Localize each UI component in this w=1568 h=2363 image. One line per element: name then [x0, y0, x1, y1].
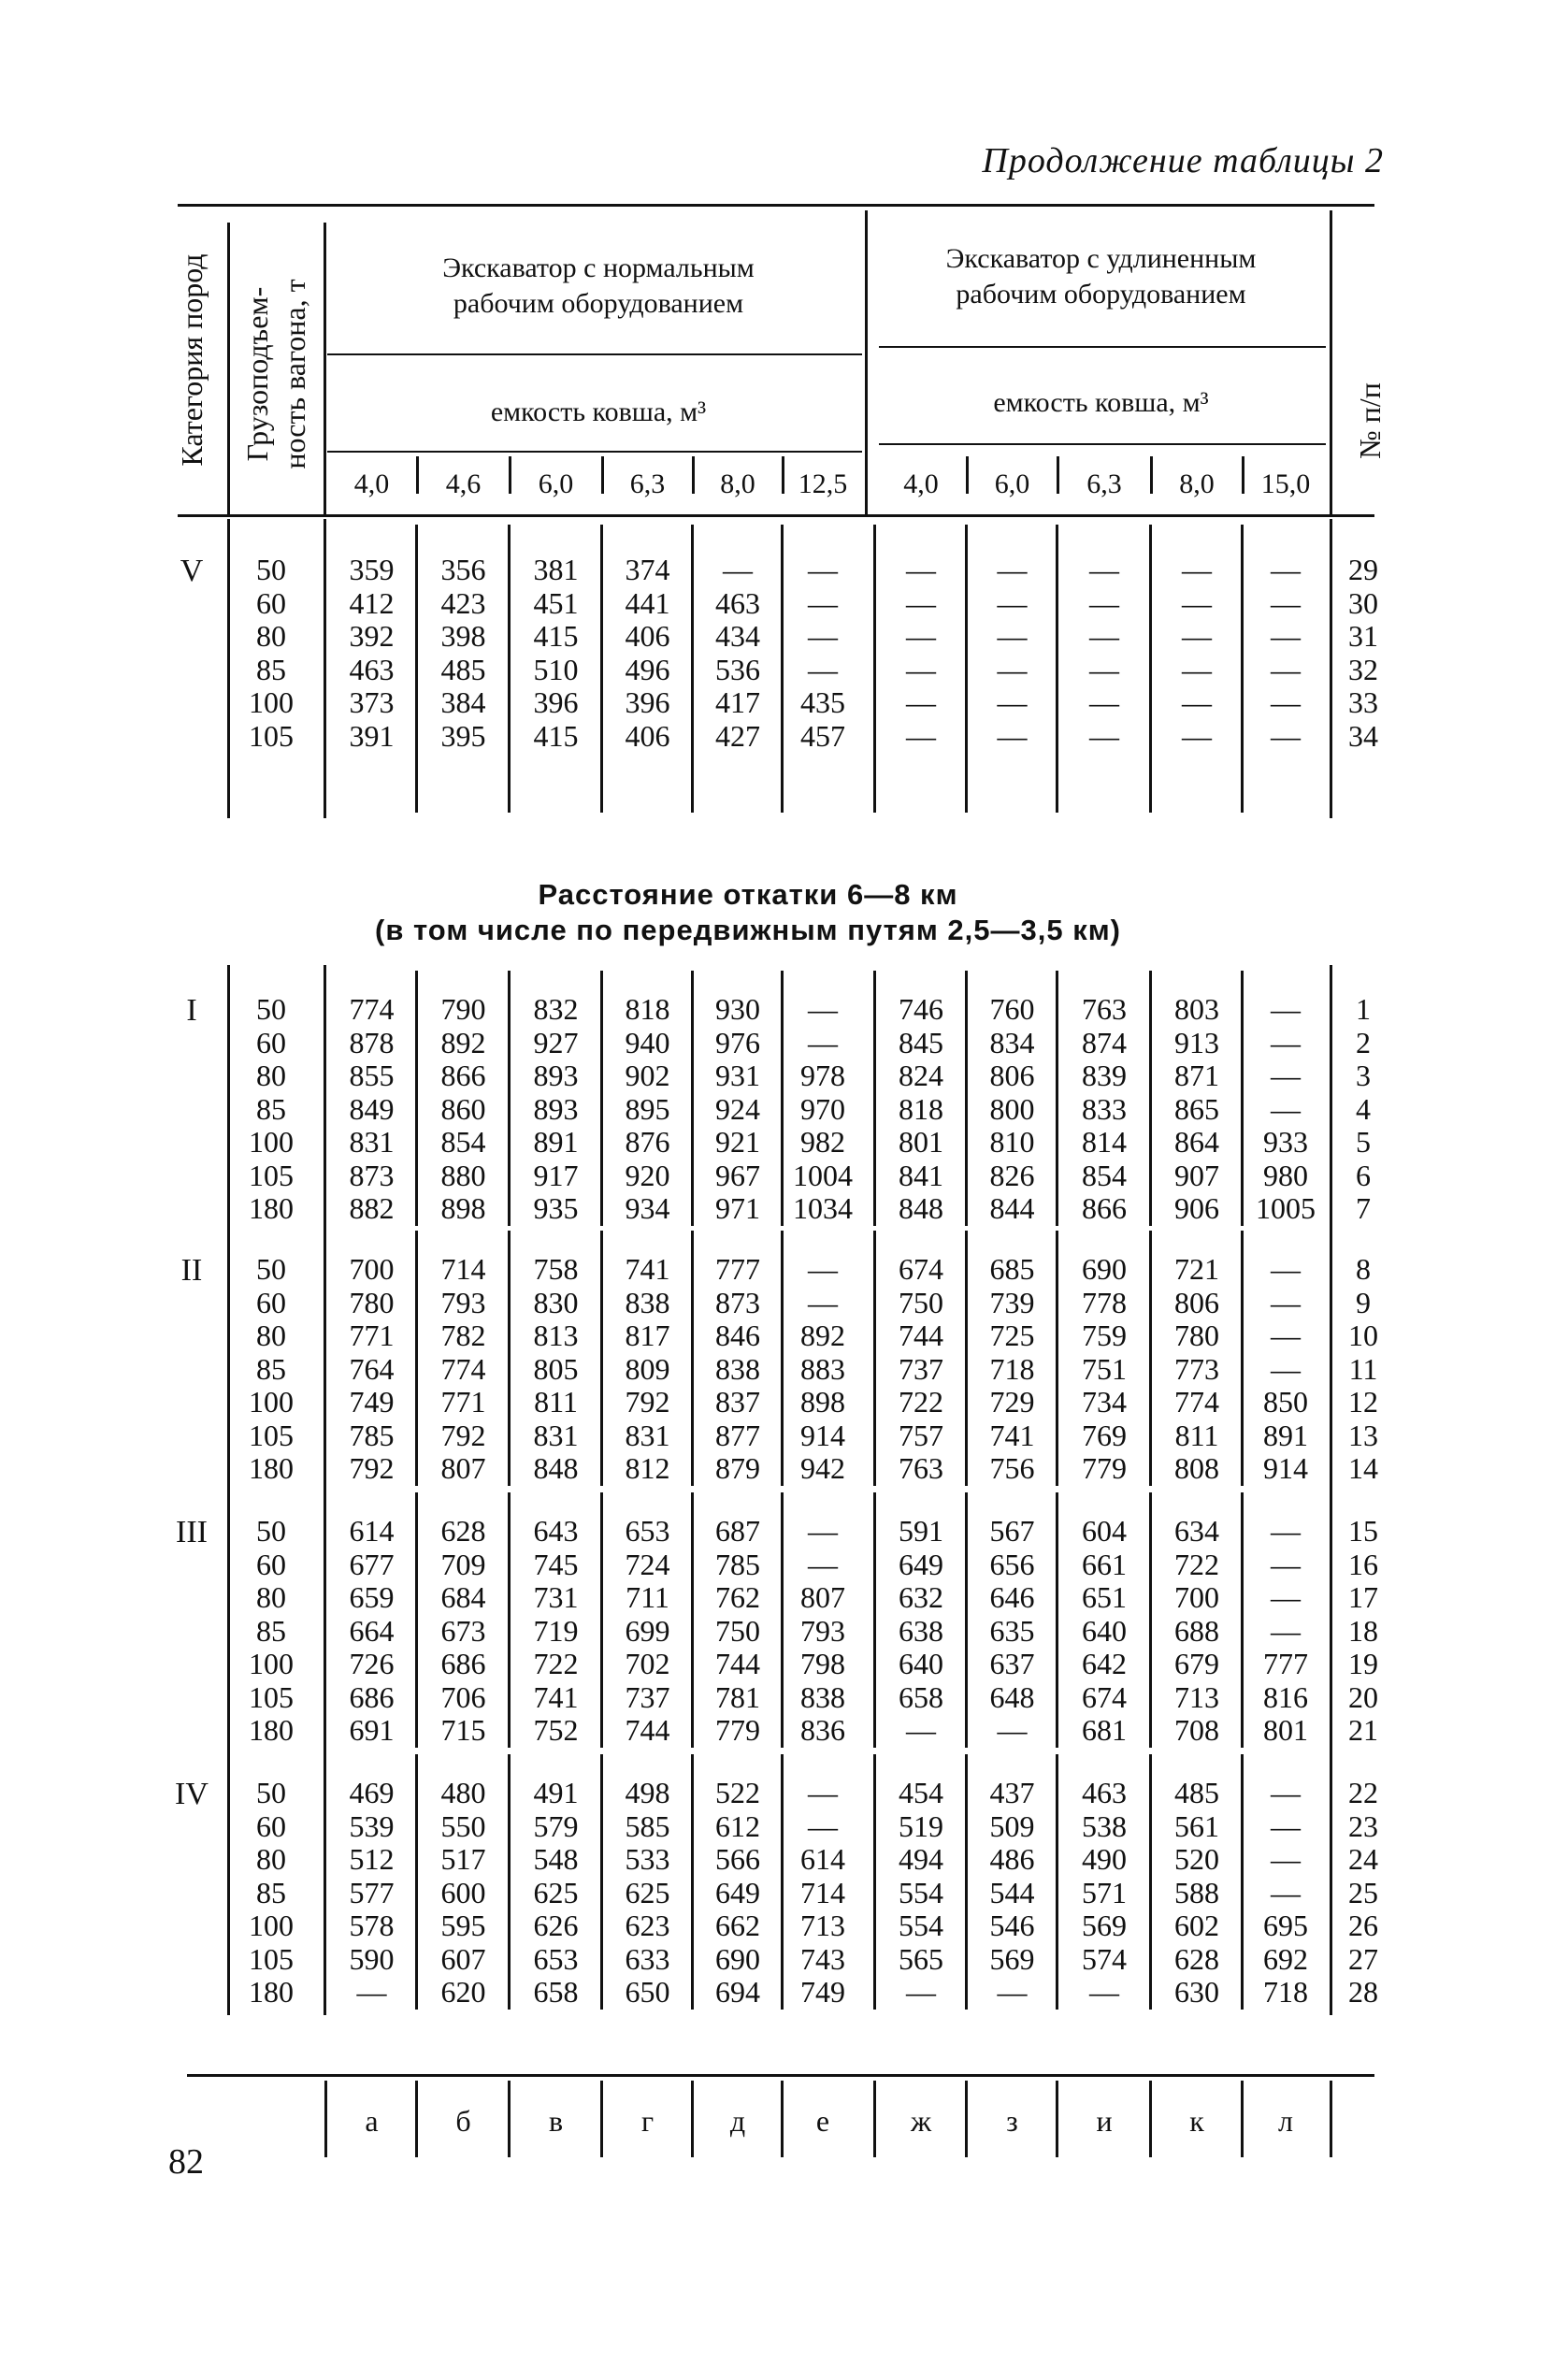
group-divider [415, 971, 418, 1226]
letter-divider [324, 2081, 327, 2157]
group-divider [324, 1749, 326, 2015]
data-column-4: 653 724 711 699 702 737 744 [625, 1514, 670, 1747]
column-letter-4: г [640, 2104, 655, 2138]
group-divider [873, 1231, 876, 1486]
data-column-4: 741 838 817 809 792 831 812 [625, 1252, 670, 1485]
table-caption: Продолжение таблицы 2 [982, 141, 1384, 180]
data-column-7: 674 750 744 737 722 757 763 [899, 1252, 943, 1485]
capacity-column: 50 60 80 85 100 105 180 [249, 1514, 294, 1747]
header-divider-4 [1330, 210, 1332, 514]
size-rule-extended [879, 443, 1326, 445]
row-number-column: 29 30 31 32 33 34 [1348, 553, 1378, 753]
group-divider [1149, 1492, 1152, 1748]
size-divider [966, 456, 969, 494]
column-letter-3: в [548, 2104, 564, 2138]
extended-equipment-header: Экскаватор с удлиненным рабочим оборудованием [945, 243, 1257, 310]
data-column-6: — — — — 435 457 [800, 553, 845, 753]
group-divider [965, 1231, 968, 1486]
data-column-7: 591 649 632 638 640 658 — [899, 1514, 943, 1747]
letter-divider [691, 2081, 694, 2157]
data-column-3: 643 745 731 719 722 741 752 [533, 1514, 579, 1747]
header-bottom-rule [178, 514, 1374, 517]
group-divider [227, 1225, 230, 1491]
group-divider [600, 971, 603, 1226]
column-letter-11: л [1278, 2104, 1293, 2138]
page-number: 82 [168, 2142, 204, 2182]
data-column-5: 930 976 931 924 921 967 971 [715, 992, 760, 1225]
data-column-6: — — 978 970 982 1004 1034 [793, 992, 853, 1225]
size-divider [692, 456, 695, 494]
bucket-capacity-label-extended: емкость ковша, м³ [993, 387, 1209, 418]
group-divider [415, 1231, 418, 1486]
table-top-rule [178, 204, 1374, 207]
group-divider [1330, 1225, 1332, 1491]
data-column-3: 491 579 548 625 626 653 658 [533, 1776, 579, 2009]
data-column-8: 685 739 725 718 729 741 756 [989, 1252, 1035, 1485]
data-column-7: — — — — — — [906, 553, 936, 753]
data-column-5: — 463 434 536 417 427 [715, 553, 760, 753]
letter-divider [600, 2081, 603, 2157]
data-column-10: 721 806 780 773 774 811 808 [1174, 1252, 1219, 1485]
group-divider [227, 519, 230, 818]
column-letter-5: д [729, 2104, 746, 2138]
group-divider [1056, 971, 1058, 1226]
data-column-2: 356 423 398 485 384 395 [440, 553, 486, 753]
group-divider [1241, 525, 1244, 813]
capacity-column: 50 60 80 85 100 105 [249, 553, 294, 753]
size-divider [416, 456, 419, 494]
column-letter-10: к [1189, 2104, 1204, 2138]
bucket-size-11: 15,0 [1260, 468, 1311, 499]
capacity-header: Грузоподъем- ность вагона, т [240, 279, 311, 469]
letter-divider [1241, 2081, 1244, 2157]
bucket-capacity-label-normal: емкость ковша, м³ [490, 396, 707, 427]
bucket-size-3: 6,0 [538, 468, 574, 499]
data-column-10: 634 722 700 688 679 713 708 [1174, 1514, 1219, 1747]
data-column-3: 381 451 415 510 396 415 [533, 553, 579, 753]
data-column-7: 454 519 494 554 554 565 — [899, 1776, 943, 2009]
group-divider [324, 1487, 326, 1753]
column-letter-1: а [365, 2104, 379, 2138]
column-letter-6: е [815, 2104, 830, 2138]
data-column-11: — — — — — — [1271, 553, 1301, 753]
group-divider [691, 971, 694, 1226]
group-divider [1149, 1231, 1152, 1486]
data-column-11: — — — — 933 980 1005 [1256, 992, 1316, 1225]
data-column-4: 374 441 406 496 396 406 [625, 553, 670, 753]
group-divider [600, 1231, 603, 1486]
category-label: V [180, 554, 204, 588]
group-divider [415, 1492, 418, 1748]
data-column-5: 777 873 846 838 837 877 879 [715, 1252, 760, 1485]
data-column-9: 763 874 839 833 814 854 866 [1082, 992, 1127, 1225]
bucket-size-7: 4,0 [903, 468, 939, 499]
group-divider [1149, 525, 1152, 813]
table-bottom-rule [187, 2074, 1374, 2077]
group-divider [1330, 1487, 1332, 1753]
bucket-size-5: 8,0 [720, 468, 755, 499]
data-column-1: 469 539 512 577 578 590 — [349, 1776, 395, 2009]
bucket-size-8: 6,0 [994, 468, 1030, 499]
group-divider [1241, 1492, 1244, 1748]
group-divider [508, 525, 511, 813]
bucket-size-6: 12,5 [798, 468, 848, 499]
column-letter-9: и [1096, 2104, 1113, 2138]
data-column-8: — — — — — — [997, 553, 1028, 753]
data-column-11: — — — — 777 816 801 [1263, 1514, 1308, 1747]
normal-equipment-header: Экскаватор с нормальным рабочим оборудованием [442, 252, 755, 319]
data-column-3: 758 830 813 805 811 831 848 [533, 1252, 579, 1485]
group-divider [965, 525, 968, 813]
section-title: Расстояние откатки 6—8 км (в том числе по передвижным путям 2,5—3,5 км) [375, 878, 1121, 946]
bucket-size-9: 6,3 [1086, 468, 1122, 499]
data-column-7: 746 845 824 818 801 841 848 [899, 992, 943, 1225]
group-divider [600, 1754, 603, 2010]
data-column-6: — — 614 714 713 743 749 [800, 1776, 845, 2009]
letter-divider [415, 2081, 418, 2157]
group-divider [1149, 971, 1152, 1226]
size-divider [782, 456, 784, 494]
category-label: III [176, 1515, 208, 1549]
group-divider [1149, 1754, 1152, 2010]
group-divider [1241, 971, 1244, 1226]
data-column-9: — — — — — — [1089, 553, 1119, 753]
group-divider [508, 971, 511, 1226]
group-divider [1330, 965, 1332, 1232]
row-number-column: 8 9 10 11 12 13 14 [1348, 1252, 1378, 1485]
group-divider [781, 1492, 784, 1748]
letter-divider [1056, 2081, 1058, 2157]
group-divider [781, 1231, 784, 1486]
group-divider [600, 1492, 603, 1748]
data-column-2: 714 793 782 774 771 792 807 [440, 1252, 486, 1485]
letter-divider [873, 2081, 876, 2157]
category-label: I [186, 993, 197, 1028]
group-divider [1056, 1231, 1058, 1486]
group-divider [1330, 519, 1332, 818]
data-column-10: 803 913 871 865 864 907 906 [1174, 992, 1219, 1225]
data-column-3: 832 927 893 893 891 917 935 [533, 992, 579, 1225]
data-column-8: 760 834 806 800 810 826 844 [989, 992, 1035, 1225]
data-column-4: 818 940 902 895 876 920 934 [625, 992, 670, 1225]
group-divider [227, 1487, 230, 1753]
group-divider [1241, 1754, 1244, 2010]
group-divider [781, 971, 784, 1226]
size-divider [1150, 456, 1153, 494]
data-column-11: — — — — 695 692 718 [1263, 1776, 1308, 2009]
data-column-11: — — — — 850 891 914 [1263, 1252, 1308, 1485]
column-letter-2: б [455, 2104, 471, 2138]
data-column-2: 628 709 684 673 686 706 715 [440, 1514, 486, 1747]
group-divider [691, 1231, 694, 1486]
group-divider [415, 525, 418, 813]
row-number-column: 15 16 17 18 19 20 21 [1348, 1514, 1378, 1747]
group-divider [415, 1754, 418, 2010]
group-divider [873, 525, 876, 813]
header-rule-normal [327, 353, 862, 355]
group-divider [873, 1754, 876, 2010]
letter-divider [508, 2081, 511, 2157]
data-column-2: 480 550 517 600 595 607 620 [440, 1776, 486, 2009]
bucket-size-4: 6,3 [629, 468, 666, 499]
size-divider [509, 456, 511, 494]
row-number-column: 22 23 24 25 26 27 28 [1348, 1776, 1378, 2009]
group-divider [324, 965, 326, 1232]
header-divider-3 [865, 210, 868, 514]
size-divider [1242, 456, 1244, 494]
header-divider-1 [227, 223, 230, 514]
column-letter-8: з [1006, 2104, 1018, 2138]
size-divider [601, 456, 604, 494]
data-column-1: 774 878 855 849 831 873 882 [349, 992, 395, 1225]
row-number-column: 1 2 3 4 5 6 7 [1356, 992, 1371, 1225]
header-rule-extended [879, 346, 1326, 348]
group-divider [508, 1754, 511, 2010]
category-header: Категория пород [175, 253, 209, 467]
letter-divider [1330, 2081, 1332, 2157]
group-divider [965, 1492, 968, 1748]
group-divider [1056, 1754, 1058, 2010]
category-label: IV [175, 1777, 209, 1811]
group-divider [227, 965, 230, 1232]
group-divider [691, 1492, 694, 1748]
group-divider [691, 1754, 694, 2010]
data-column-9: 604 661 651 640 642 674 681 [1082, 1514, 1127, 1747]
group-divider [1330, 1749, 1332, 2015]
size-rule-normal [327, 451, 862, 453]
column-letter-7: ж [910, 2104, 932, 2138]
group-divider [1056, 525, 1058, 813]
group-divider [873, 971, 876, 1226]
letter-divider [965, 2081, 968, 2157]
group-divider [600, 525, 603, 813]
data-column-2: 790 892 866 860 854 880 898 [440, 992, 486, 1225]
capacity-column: 50 60 80 85 100 105 180 [249, 1776, 294, 2009]
data-column-9: 690 778 759 751 734 769 779 [1082, 1252, 1127, 1485]
letter-divider [781, 2081, 784, 2157]
data-column-5: 522 612 566 649 662 690 694 [715, 1776, 760, 2009]
group-divider [324, 1225, 326, 1491]
group-divider [781, 525, 784, 813]
group-divider [781, 1754, 784, 2010]
data-column-1: 614 677 659 664 726 686 691 [349, 1514, 395, 1747]
group-divider [691, 525, 694, 813]
data-column-9: 463 538 490 571 569 574 — [1082, 1776, 1127, 2009]
bucket-size-10: 8,0 [1179, 468, 1215, 499]
data-column-4: 498 585 533 625 623 633 650 [625, 1776, 670, 2009]
letter-divider [1149, 2081, 1152, 2157]
group-divider [508, 1231, 511, 1486]
data-column-5: 687 785 762 750 744 781 779 [715, 1514, 760, 1747]
data-column-6: — — 807 793 798 838 836 [800, 1514, 845, 1747]
group-divider [965, 971, 968, 1226]
group-divider [1056, 1492, 1058, 1748]
group-divider [1241, 1231, 1244, 1486]
bucket-size-2: 4,6 [445, 468, 482, 499]
group-divider [873, 1492, 876, 1748]
data-column-6: — — 892 883 898 914 942 [800, 1252, 845, 1485]
size-divider [1057, 456, 1059, 494]
data-column-1: 700 780 771 764 749 785 792 [349, 1252, 395, 1485]
group-divider [508, 1492, 511, 1748]
capacity-column: 50 60 80 85 100 105 180 [249, 992, 294, 1225]
data-column-8: 567 656 646 635 637 648 — [989, 1514, 1035, 1747]
data-column-8: 437 509 486 544 546 569 — [989, 1776, 1035, 2009]
category-label: II [180, 1253, 203, 1288]
data-column-10: 485 561 520 588 602 628 630 [1174, 1776, 1219, 2009]
data-column-10: — — — — — — [1182, 553, 1212, 753]
capacity-column: 50 60 80 85 100 105 180 [249, 1252, 294, 1485]
header-divider-2 [324, 223, 326, 514]
group-divider [324, 519, 326, 818]
bucket-size-1: 4,0 [353, 468, 390, 499]
group-divider [227, 1749, 230, 2015]
group-divider [965, 1754, 968, 2010]
data-column-1: 359 412 392 463 373 391 [349, 553, 395, 753]
row-number-header: № п/п [1353, 382, 1387, 459]
